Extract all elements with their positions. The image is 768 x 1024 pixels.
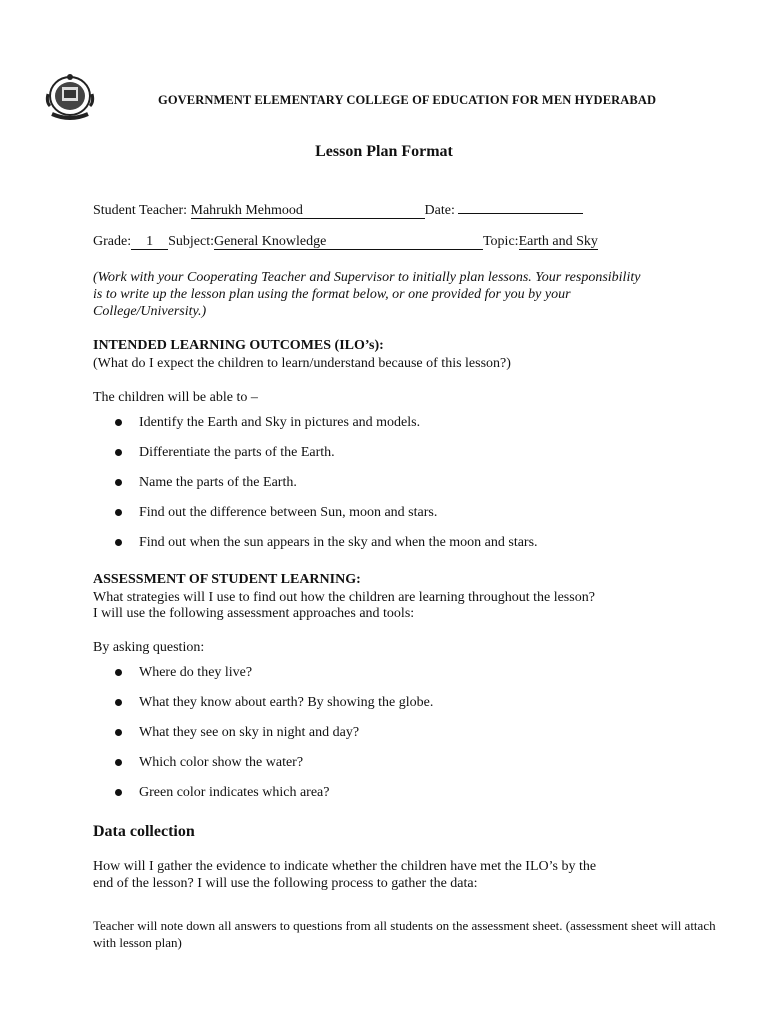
list-item: [110, 724, 433, 754]
bullet-icon: [115, 449, 122, 456]
assessment-line-1: What strategies will I use to find out how the children are learning throughout the lesson?: [93, 590, 595, 605]
instructions-text: (Work with your Cooperating Teacher and Supervisor to initially plan lessons. Your responsibility is to write up the lesson plan using the format below, or one provided for you by your College/University.): [93, 270, 641, 319]
grade-label: Grade:: [93, 234, 132, 249]
list-item-text: Identify the Earth and Sky in pictures and models.: [139, 415, 421, 430]
ilo-intro: The children will be able to –: [93, 390, 258, 405]
list-item-text: Which color show the water?: [139, 755, 304, 770]
student-teacher-value: Mahrukh Mehmood: [191, 204, 425, 219]
grade-value: 1: [131, 235, 168, 250]
data-collection-line-1: How will I gather the evidence to indicate whether the children have met the ILO’s by the: [93, 859, 597, 874]
grade-subject-topic-row: [93, 234, 598, 250]
data-collection-line-2: end of the lesson? I will use the following process to gather the data:: [93, 876, 478, 891]
student-teacher-label: Student Teacher:: [93, 203, 188, 218]
page-title: Lesson Plan Format: [315, 143, 453, 160]
topic-value: Earth and Sky: [518, 234, 598, 249]
assessment-intro: By asking question:: [93, 640, 205, 655]
list-item-text: Green color indicates which area?: [139, 785, 330, 800]
list-item: [110, 754, 433, 784]
bullet-icon: [115, 479, 122, 486]
list-item-text: Where do they live?: [139, 665, 253, 680]
assessment-heading: ASSESSMENT OF STUDENT LEARNING:: [93, 572, 361, 587]
topic-label: Topic:: [482, 234, 519, 249]
data-collection-heading: Data collection: [93, 823, 195, 840]
list-item: [110, 694, 433, 724]
ilo-heading: INTENDED LEARNING OUTCOMES (ILO’s):: [93, 338, 384, 353]
list-item-text: Name the parts of the Earth.: [139, 475, 297, 490]
date-blank: [458, 199, 583, 214]
bullet-icon: [115, 669, 122, 676]
list-item-text: What they see on sky in night and day?: [139, 725, 360, 740]
data-collection-note: Teacher will note down all answers to questions from all students on the assessment sheet. (assessment sheet will attach with lesson plan): [93, 918, 716, 950]
list-item: [110, 414, 538, 444]
bullet-icon: [115, 539, 122, 546]
college-crest-logo: [42, 72, 98, 124]
list-item-text: Find out the difference between Sun, moon and stars.: [139, 505, 438, 520]
bullet-icon: [115, 759, 122, 766]
assessment-line-2: I will use the following assessment approaches and tools:: [93, 606, 415, 621]
assessment-list: [110, 664, 433, 814]
list-item-text: Differentiate the parts of the Earth.: [139, 445, 335, 460]
list-item-text: Find out when the sun appears in the sky and when the moon and stars.: [139, 535, 538, 550]
list-item-text: What they know about earth? By showing the globe.: [139, 695, 434, 710]
bullet-icon: [115, 789, 122, 796]
ilo-question: (What do I expect the children to learn/understand because of this lesson?): [93, 356, 511, 371]
list-item: [110, 474, 538, 504]
bullet-icon: [115, 509, 122, 516]
date-label: Date:: [424, 203, 455, 218]
ilo-list: [110, 414, 538, 564]
subject-value: General Knowledge: [214, 235, 483, 250]
list-item: [110, 504, 538, 534]
college-name: GOVERNMENT ELEMENTARY COLLEGE OF EDUCATION FOR MEN HYDERABAD: [158, 93, 657, 107]
list-item: [110, 444, 538, 474]
list-item: [110, 664, 433, 694]
subject-label: Subject:: [168, 234, 214, 249]
list-item: [110, 784, 433, 814]
bullet-icon: [115, 729, 122, 736]
bullet-icon: [115, 699, 122, 706]
student-teacher-row: [93, 199, 583, 219]
bullet-icon: [115, 419, 122, 426]
list-item: [110, 534, 538, 564]
